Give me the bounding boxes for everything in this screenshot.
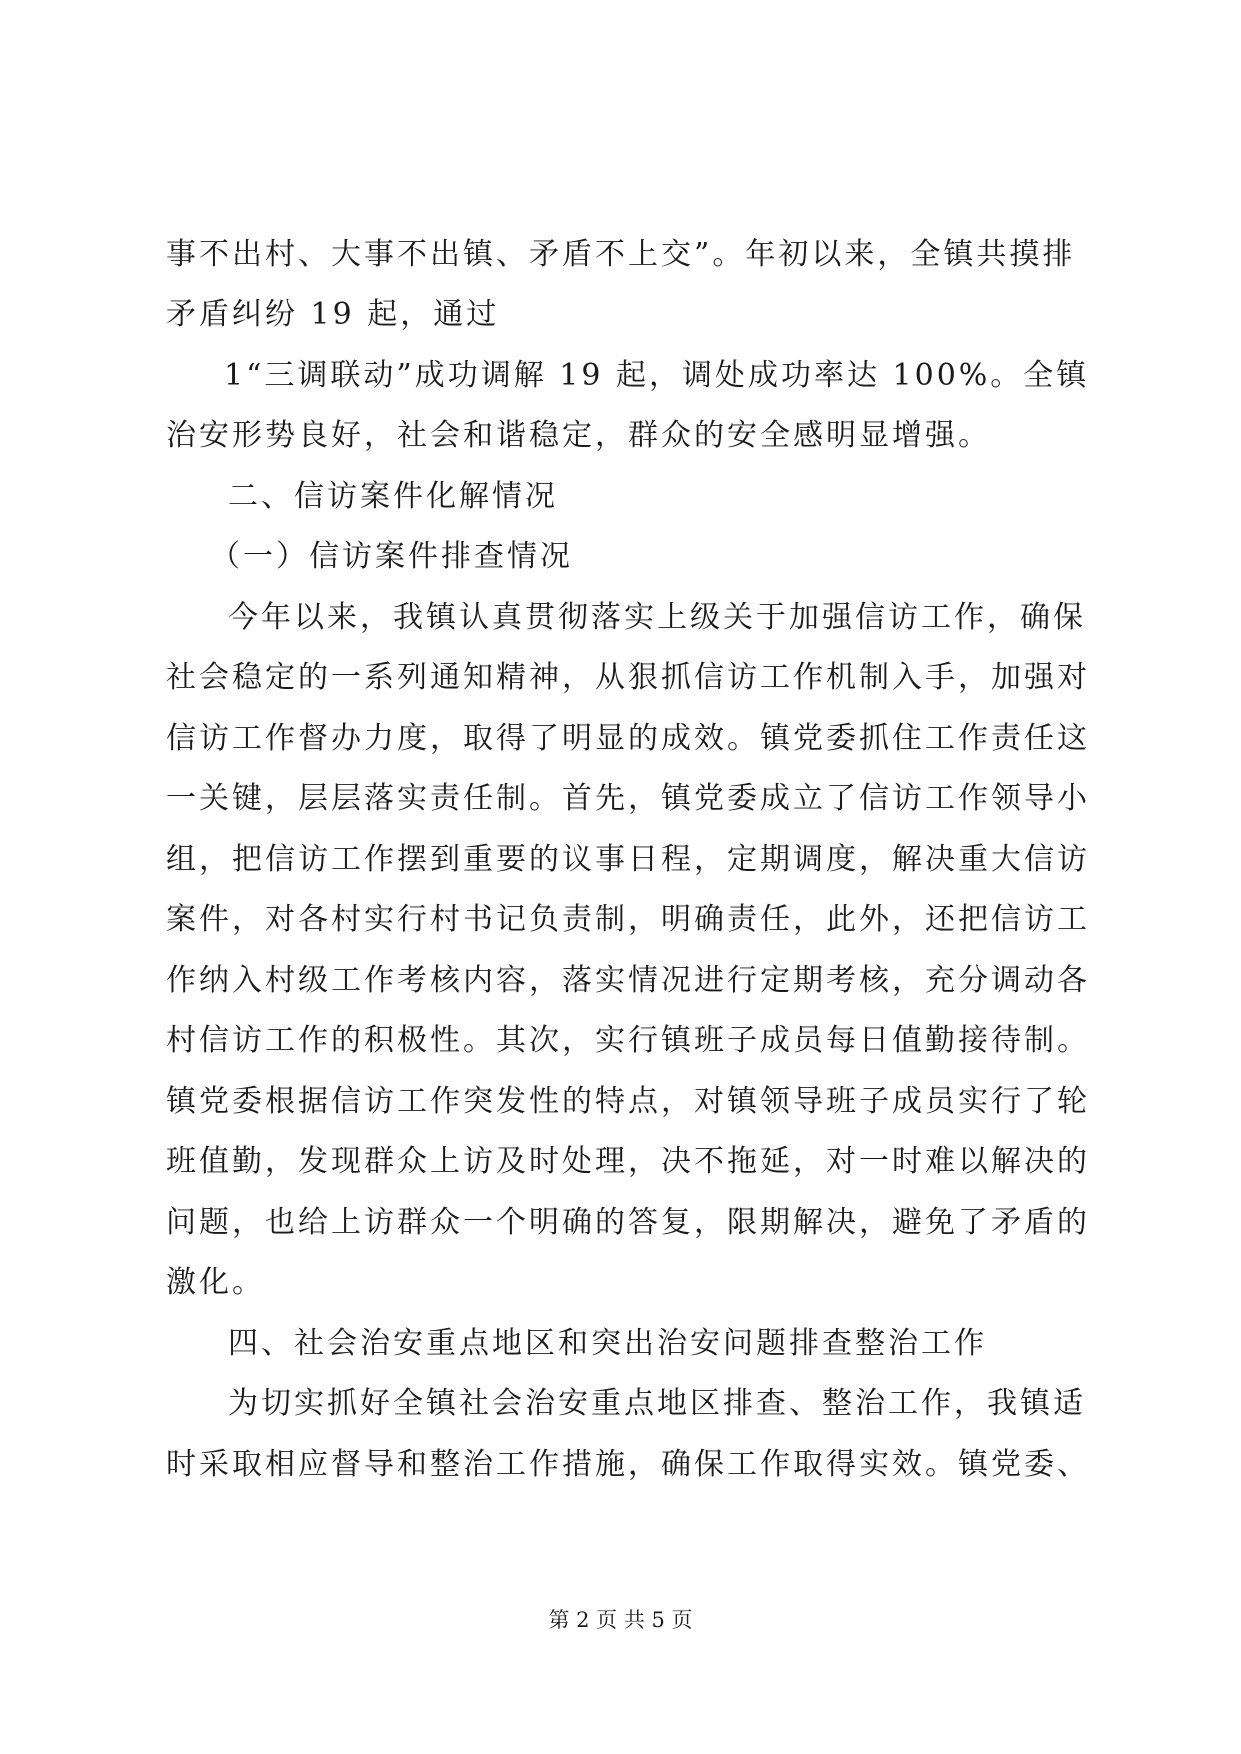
text-line: 治安形势良好，社会和谐稳定，群众的安全感明显增强。 xyxy=(166,418,991,453)
section-heading: 四、社会治安重点地区和突出治安问题排查整治工作 xyxy=(228,1326,987,1361)
text-line: 社会稳定的一系列通知精神，从狠抓信访工作机制入手，加强对 xyxy=(166,660,1090,695)
text-line: 村信访工作的积极性。其次，实行镇班子成员每日值勤接待制。 xyxy=(166,1023,1090,1058)
text-line: 信访工作督办力度，取得了明显的成效。镇党委抓住工作责任这 xyxy=(166,721,1090,756)
text-line: 镇党委根据信访工作突发性的特点，对镇领导班子成员实行了轮 xyxy=(166,1084,1090,1119)
text-line: 事不出村、大事不出镇、矛盾不上交”。年初以来，全镇共摸排 xyxy=(166,237,1076,272)
text-line: 一关键，层层落实责任制。首先，镇党委成立了信访工作领导小 xyxy=(166,781,1090,816)
text-line: 作纳入村级工作考核内容，落实情况进行定期考核，充分调动各 xyxy=(166,963,1090,998)
text-line: 问题，也给上访群众一个明确的答复，限期解决，避免了矛盾的 xyxy=(166,1205,1090,1240)
page-number: 第 2 页 共 5 页 xyxy=(548,1608,693,1632)
text-line: 今年以来，我镇认真贯彻落实上级关于加强信访工作，确保 xyxy=(228,600,1086,635)
text-line: 班值勤，发现群众上访及时处理，决不拖延，对一时难以解决的 xyxy=(166,1144,1090,1179)
text-line: 时采取相应督导和整治工作措施，确保工作取得实效。镇党委、 xyxy=(166,1447,1090,1482)
text-line: 为切实抓好全镇社会治安重点地区排查、整治工作，我镇适 xyxy=(228,1386,1086,1421)
text-line: 组，把信访工作摆到重要的议事日程，定期调度，解决重大信访 xyxy=(166,842,1090,877)
text-line: 矛盾纠纷 19 起，通过 xyxy=(166,297,500,332)
subsection-heading: （一）信访案件排查情况 xyxy=(210,539,573,574)
text-line: 激化。 xyxy=(166,1265,265,1300)
text-line: 案件，对各村实行村书记负责制，明确责任，此外，还把信访工 xyxy=(166,902,1090,937)
section-heading: 二、信访案件化解情况 xyxy=(228,479,558,514)
text-line: 1“三调联动”成功调解 19 起，调处成功率达 100%。全镇 xyxy=(224,358,1090,393)
